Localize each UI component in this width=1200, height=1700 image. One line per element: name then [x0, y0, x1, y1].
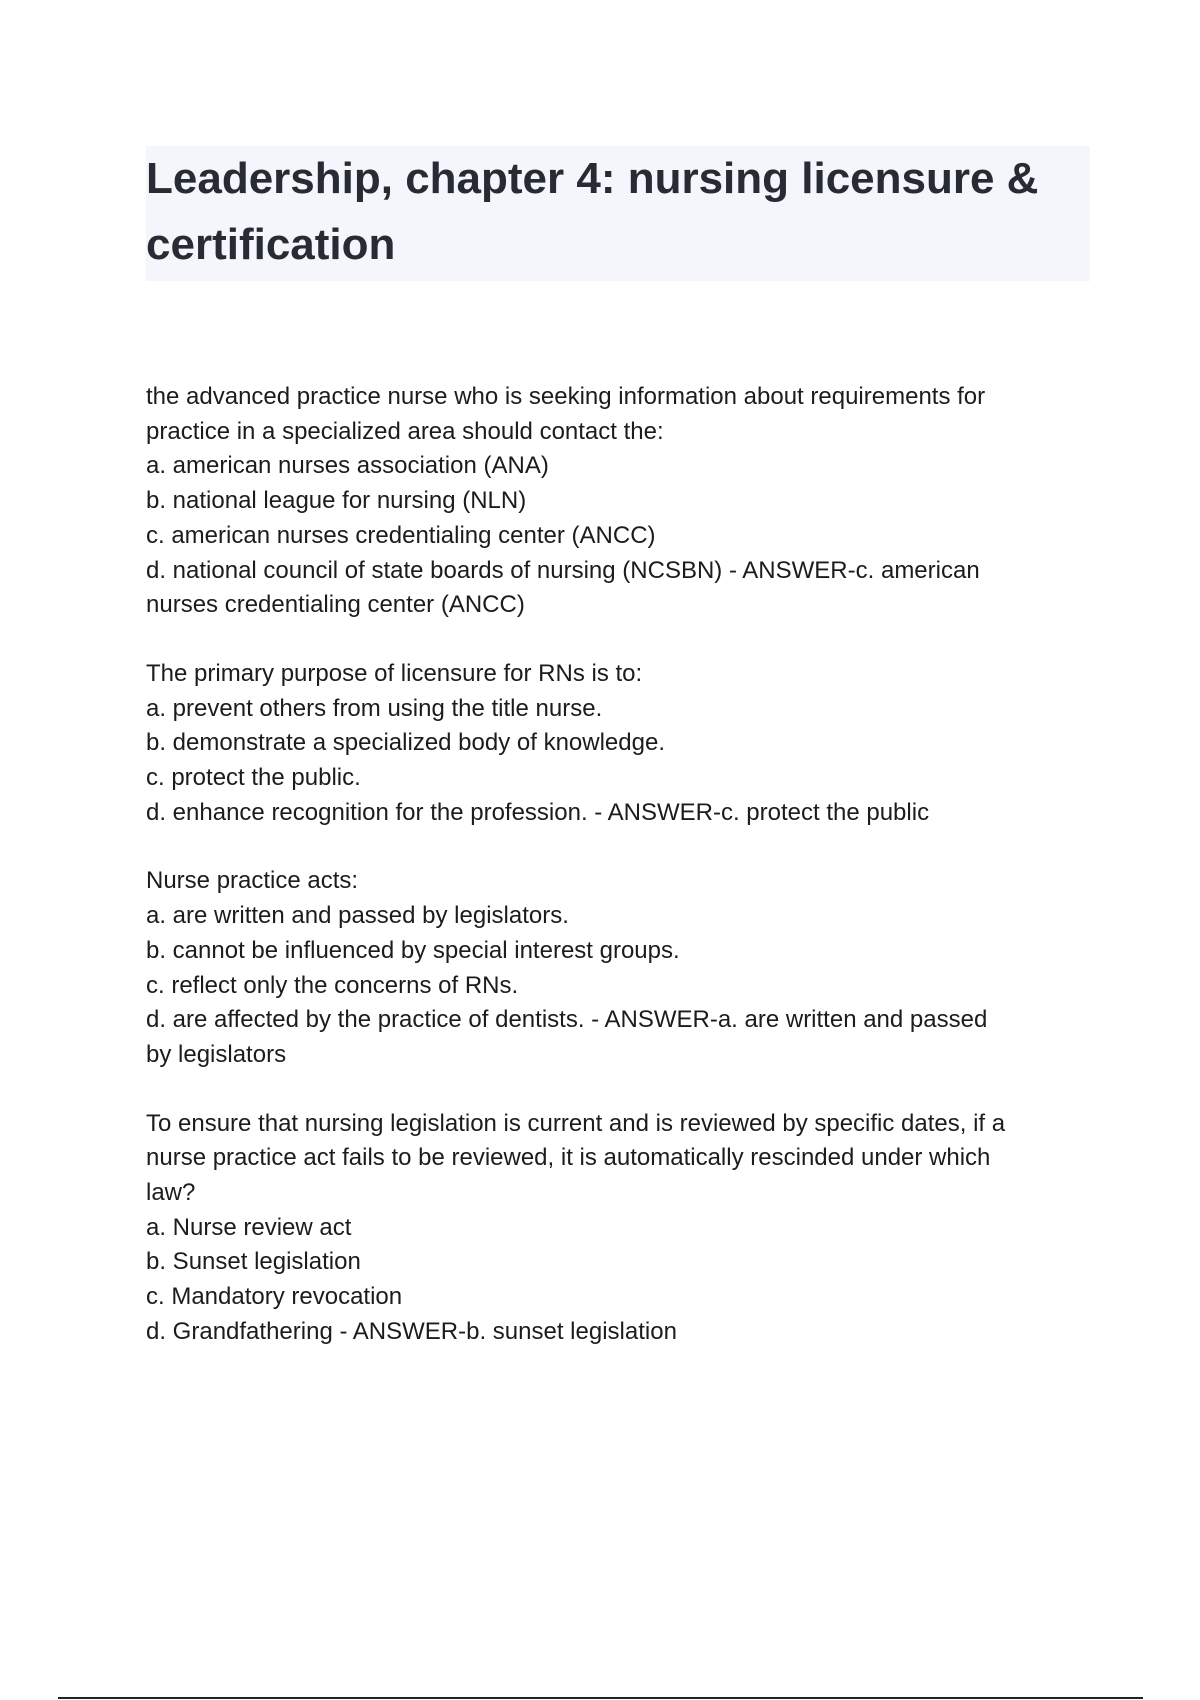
question-line: law?	[146, 1179, 196, 1207]
question-line: To ensure that nursing legislation is current and is reviewed by specific dates, if a	[146, 1109, 1006, 1137]
option-answer-line: d. Grandfathering - ANSWER-b. sunset legislation	[146, 1317, 677, 1345]
question-line: nurse practice act fails to be reviewed, it is automatically rescinded under which	[146, 1144, 991, 1172]
option-line: c. Mandatory revocation	[146, 1283, 403, 1311]
question-line: The primary purpose of licensure for RNs is to:	[146, 659, 643, 687]
question-block-2	[146, 657, 1086, 831]
option-answer-line: d. are affected by the practice of dentists. - ANSWER-a. are written and passed	[146, 1006, 988, 1034]
option-line: a. Nurse review act	[146, 1213, 352, 1241]
option-line: a. prevent others from using the title nurse.	[146, 694, 603, 722]
option-line: b. cannot be influenced by special interest groups.	[146, 936, 680, 964]
question-block-3	[146, 864, 1086, 1072]
option-line: b. Sunset legislation	[146, 1248, 361, 1276]
answer-line: nurses credentialing center (ANCC)	[146, 591, 525, 619]
option-answer-line: d. enhance recognition for the profession. - ANSWER-c. protect the public	[146, 798, 930, 826]
title-line: Leadership, chapter 4: nursing licensure &	[146, 154, 1039, 203]
answer-line: by legislators	[146, 1040, 287, 1068]
option-line: c. reflect only the concerns of RNs.	[146, 971, 519, 999]
option-line: a. american nurses association (ANA)	[146, 452, 549, 480]
qa-content	[146, 380, 1086, 1384]
option-line: b. national league for nursing (NLN)	[146, 487, 527, 515]
title-line: certification	[146, 220, 396, 269]
option-line: c. american nurses credentialing center (ANCC)	[146, 521, 656, 549]
option-line: c. protect the public.	[146, 764, 361, 792]
footer-divider	[58, 1697, 1143, 1699]
option-line: a. are written and passed by legislators.	[146, 902, 569, 930]
question-line: the advanced practice nurse who is seeking information about requirements for	[146, 383, 986, 410]
question-block-4	[146, 1107, 1086, 1350]
option-answer-line: d. national council of state boards of nursing (NCSBN) - ANSWER-c. american	[146, 556, 980, 584]
question-line: Nurse practice acts:	[146, 867, 359, 895]
option-line: b. demonstrate a specialized body of knowledge.	[146, 729, 665, 757]
question-line: practice in a specialized area should contact the:	[146, 417, 664, 445]
question-block-1	[146, 380, 1086, 623]
title-banner	[146, 146, 1090, 281]
page-title	[146, 146, 1090, 278]
